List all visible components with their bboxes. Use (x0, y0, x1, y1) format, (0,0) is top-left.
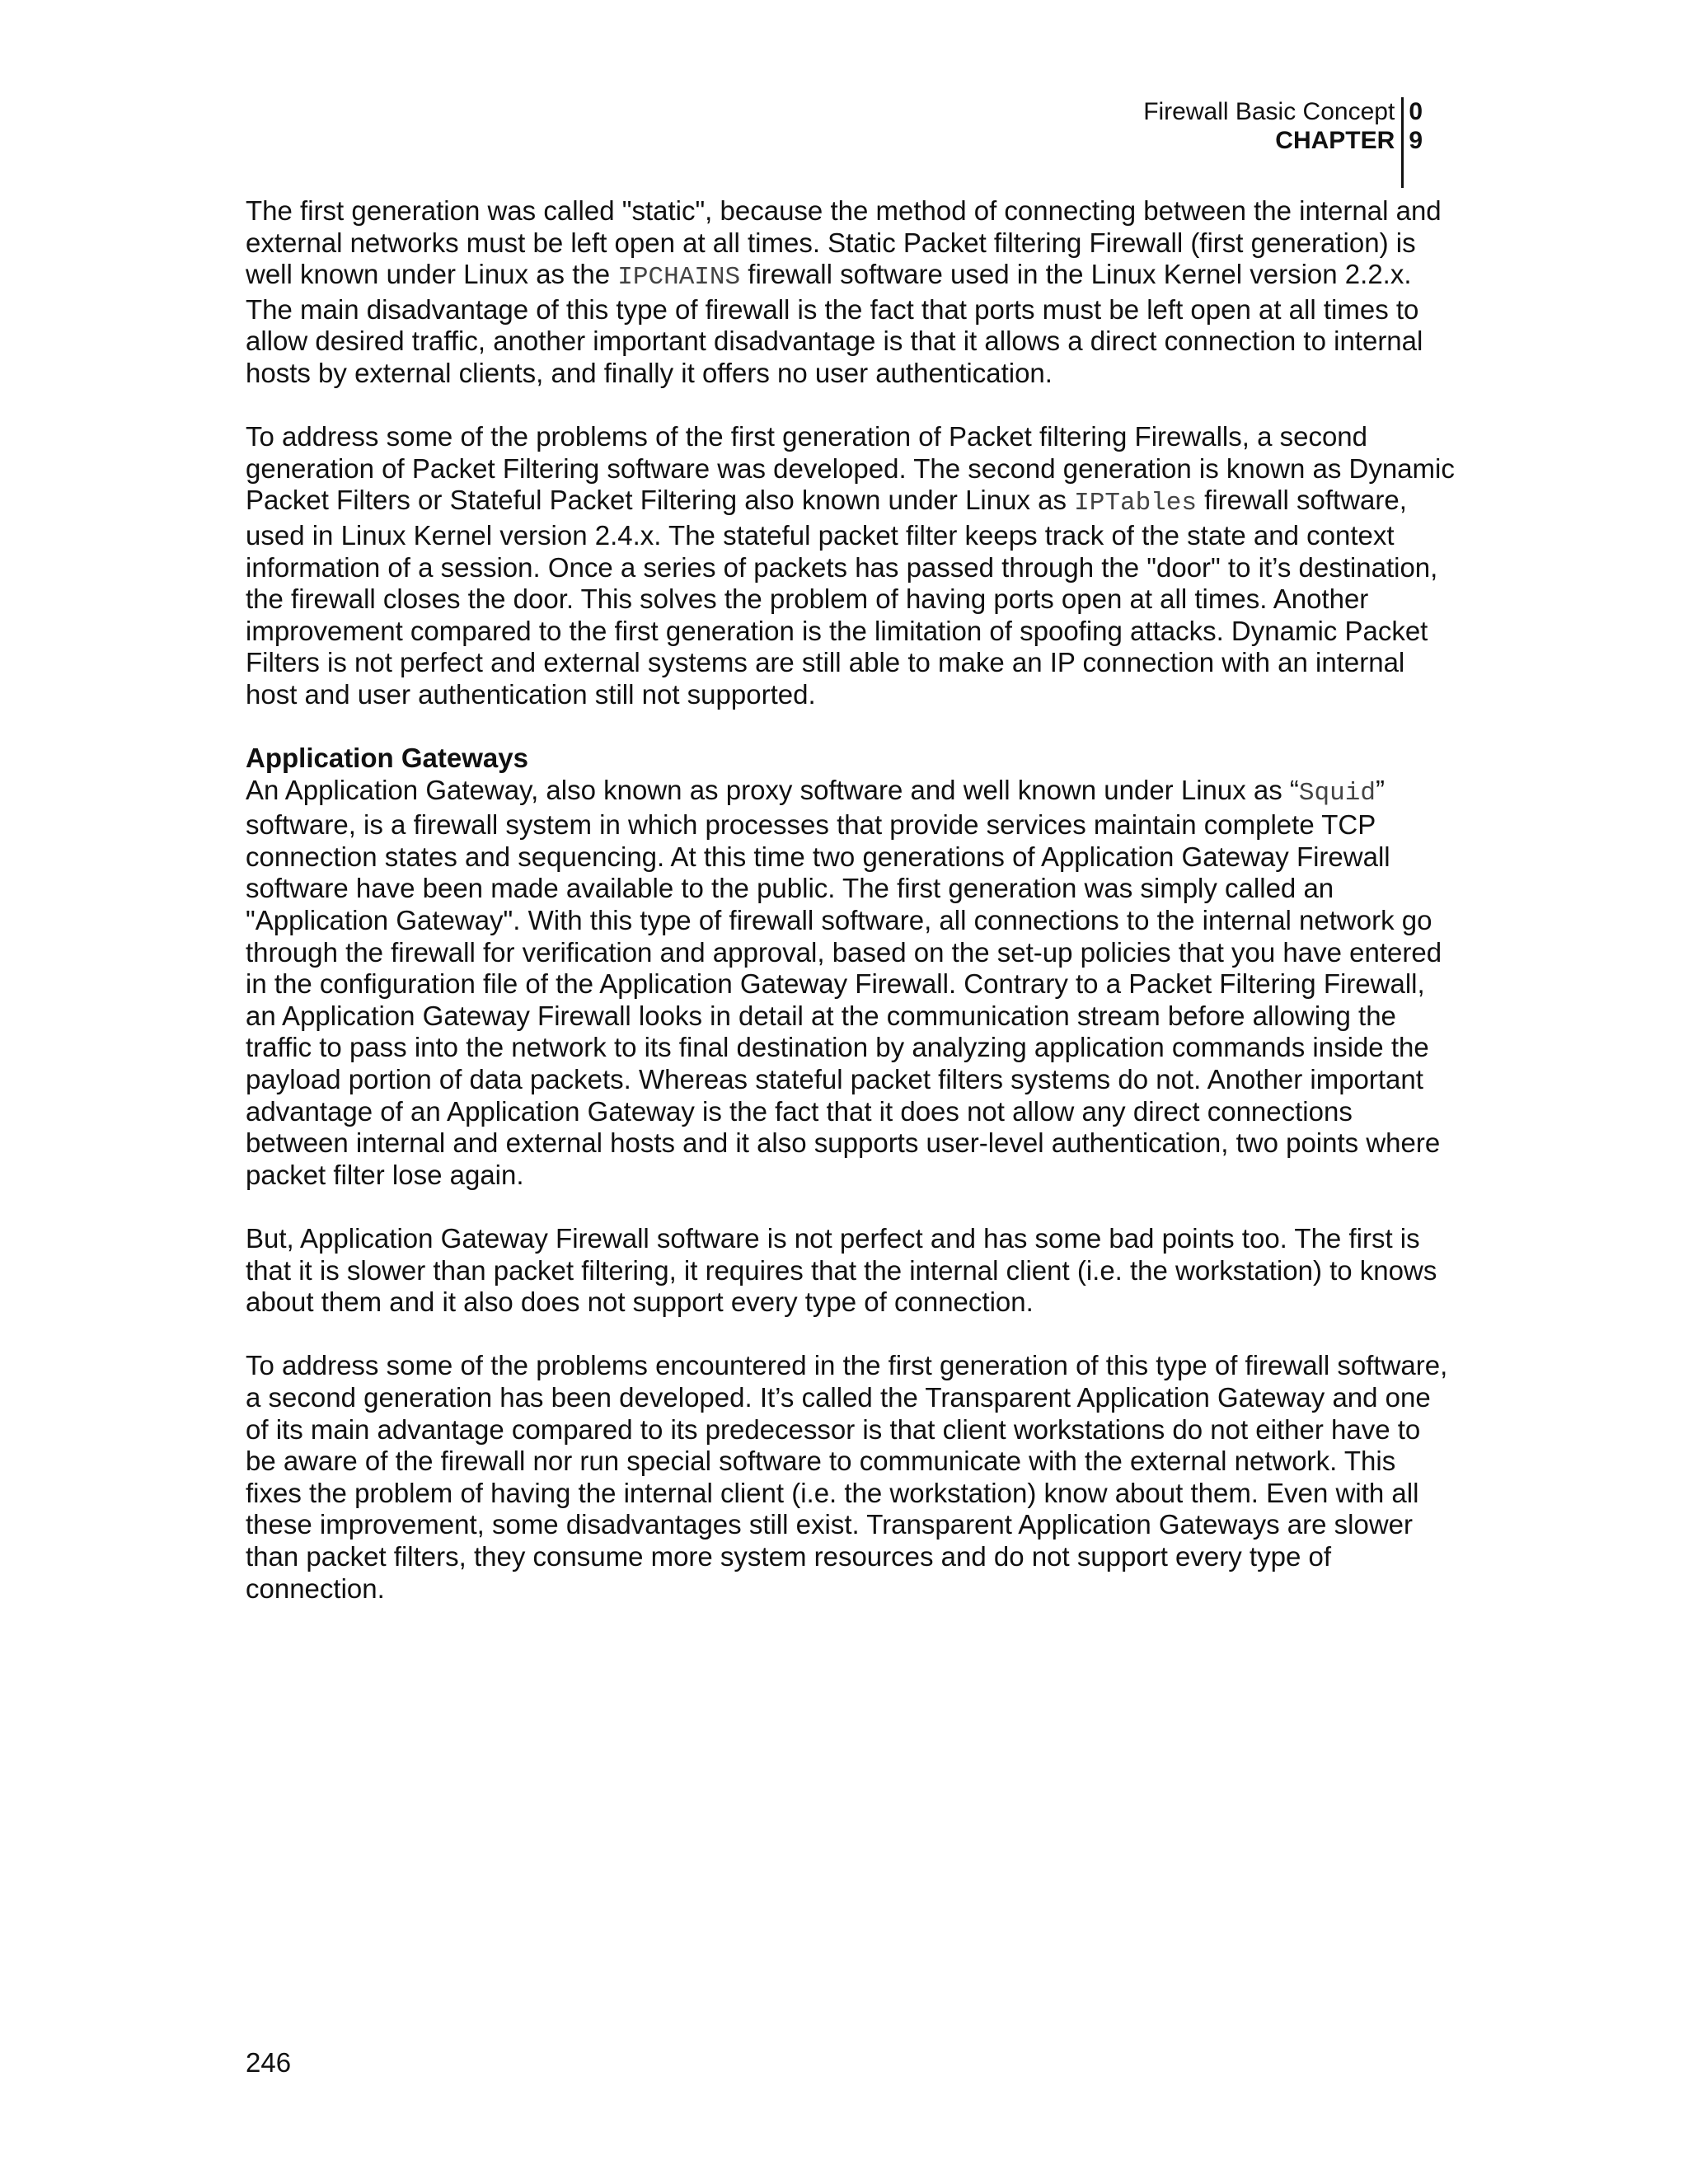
paragraph-application-gateway: An Application Gateway, also known as proxy software and well known under Linux as “Squid” software, is a firewall system in which processes that provide services maintain complete TCP connection states and sequencing. At this time two generations of Application Gateway Firewall software have been made available to the public. The first generation was simply called an "Application Gateway". With this type of firewall software, all connections to the internal network go through the firewall for verification and approval, based on the set-up policies that you have entered in the configuration file of the Application Gateway Firewall. Contrary to a Packet Filtering Firewall, an Application Gateway Firewall looks in detail at the communication stream before allowing the traffic to pass into the network to its final destination by analyzing application commands inside the payload portion of data packets. Whereas stateful packet filters systems do not. Another important advantage of an Application Gateway is the fact that it does not allow any direct connections between internal and external hosts and it also supports user-level authentication, two points where packet filter lose again. (246, 774, 1442, 1190)
code-ipchains: IPCHAINS (617, 263, 741, 293)
paragraph-dynamic-packet-filters: To address some of the problems of the first generation of Packet filtering Firewalls, a second generation of Packet Filtering software was developed. The second generation is known as Dynamic Packet Filters or Stateful Packet Filtering also known under Linux as IPTables firewall software, used in Linux Kernel version 2.4.x. The stateful packet filter keeps track of the state and context information of a session. Once a series of packets has passed through the "door" to it’s destination, the firewall closes the door. This solves the problem of having ports open at all times. Another improvement compared to the first generation is the limitation of spoofing attacks. Dynamic Packet Filters is not perfect and external systems are still able to make an IP connection with an internal host and user authentication still not supported. (246, 421, 1455, 710)
code-iptables: IPTables (1074, 489, 1197, 518)
body-text (246, 195, 1457, 1637)
code-squid: Squid (1298, 778, 1376, 808)
paragraph-gateway-drawbacks: But, Application Gateway Firewall software is not perfect and has some bad points too. The first is that it is slower than packet filtering, it requires that the internal client (i.e. the workstation) to knows about them and it also does not support every type of connection. (246, 1223, 1437, 1318)
header-title: Firewall Basic Concept (1143, 98, 1395, 125)
paragraph-transparent-gateway: To address some of the problems encountered in the first generation of this type of firewall software, a second generation has been developed. It’s called the Transparent Application Gateway and one of its main advantage compared to its predecessor is that client workstations do not either have to be aware of the firewall nor run special software to communicate with the external network. This fixes the problem of having the internal client (i.e. the workstation) know about them. Even with all these improvement, some disadvantages still exist. Transparent Application Gateways are slower than packet filters, they consume more system resources and do not support every type of connection. (246, 1350, 1448, 1604)
page-number: 246 (246, 2047, 292, 2078)
chapter-number (1404, 97, 1423, 188)
chapter-label: CHAPTER (1275, 127, 1395, 154)
chapter-digit-2: 9 (1409, 127, 1423, 154)
header-title-block (1143, 97, 1404, 188)
running-header (1143, 97, 1423, 188)
section-heading: Application Gateways (246, 743, 528, 774)
paragraph-static-generation: The first generation was called "static", because the method of connecting between the internal and external networks must be left open at all times. Static Packet filtering Firewall (first generation) is well known under Linux as the IPCHAINS firewall software used in the Linux Kernel version 2.2.x. The main disadvantage of this type of firewall is the fact that ports must be left open at all times to allow desired traffic, another important disadvantage is that it allows a direct connection to internal hosts by external clients, and finally it offers no user authentication. (246, 195, 1442, 388)
chapter-digit-1: 0 (1409, 98, 1423, 125)
